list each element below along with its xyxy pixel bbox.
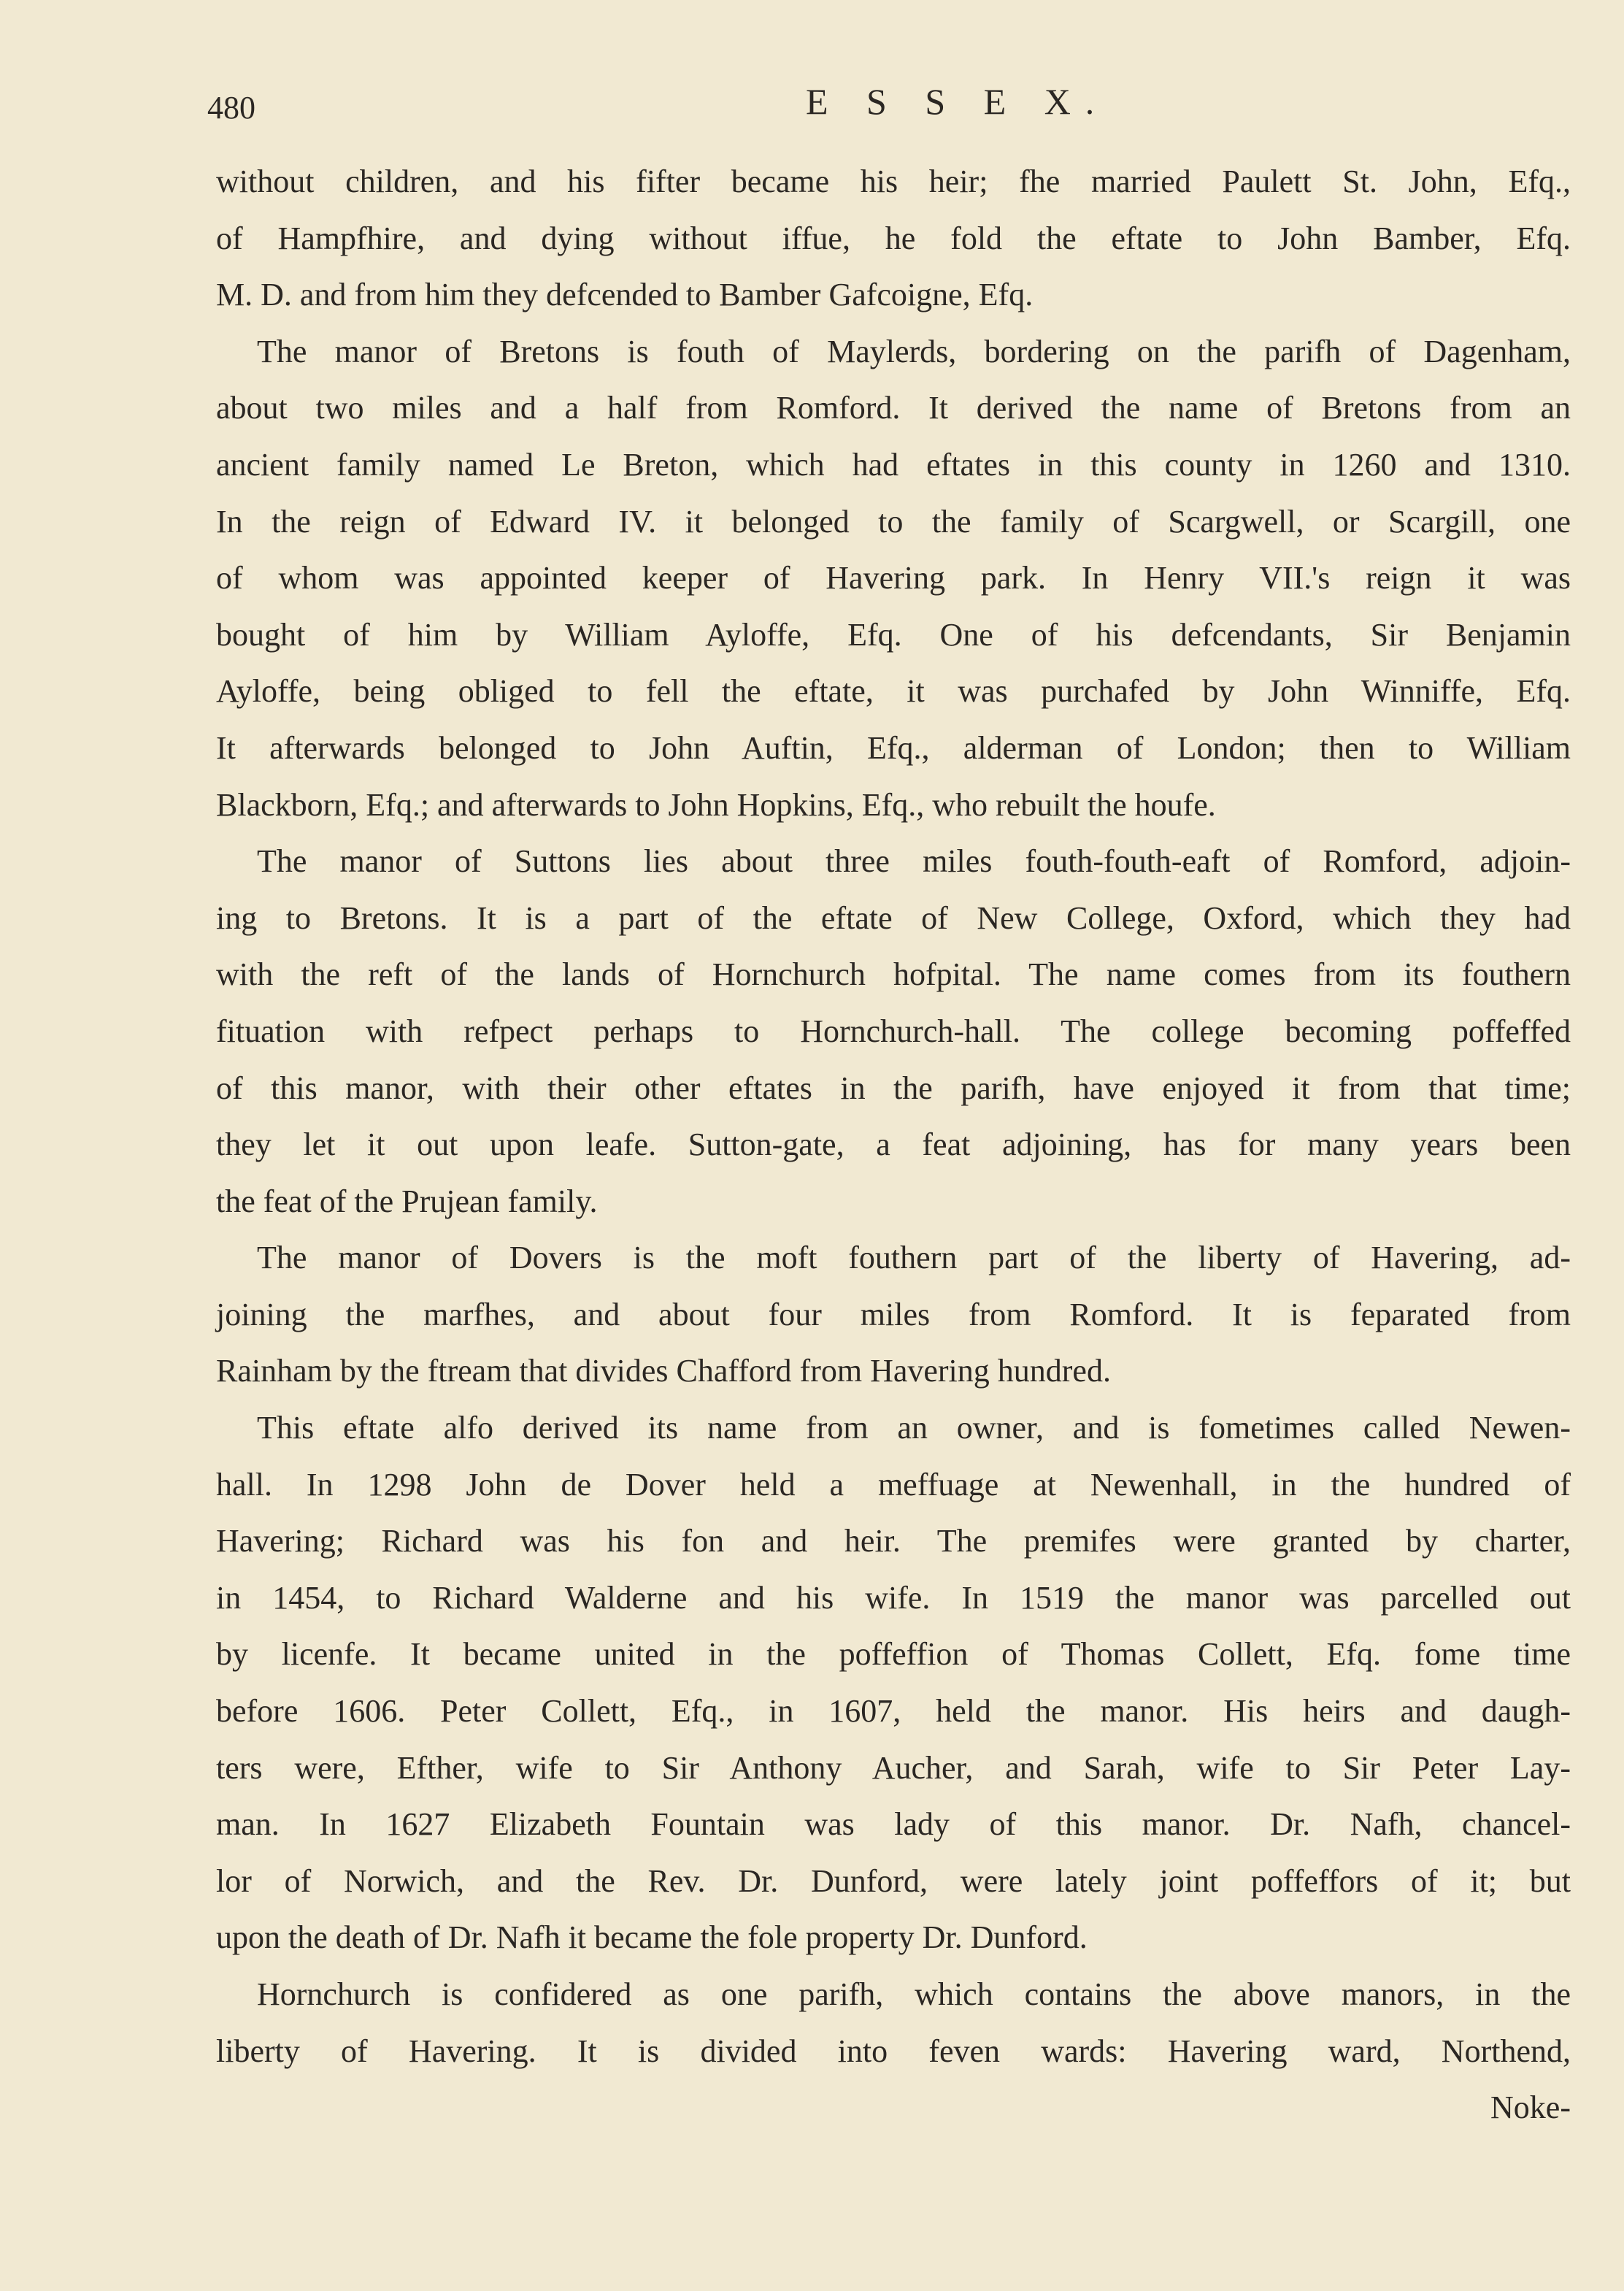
text-line: with the reft of the lands of Hornchurch hofpital. The name comes from its fouthern [216, 956, 1571, 993]
page-number: 480 [207, 90, 255, 126]
text-line: ancient family named Le Breton, which had eftates in this county in 1260 and 1310. [216, 446, 1571, 483]
text-line: upon the death of Dr. Nafh it became the fole property Dr. Dunford. [216, 1919, 1088, 1956]
text-line: Rainham by the ftream that divides Chafford from Havering hundred. [216, 1353, 1111, 1389]
text-line: they let it out upon leafe. Sutton-gate, a feat adjoining, has for many years been [216, 1127, 1571, 1163]
text-line: man. In 1627 Elizabeth Fountain was lady of this manor. Dr. Nafh, chancel- [216, 1806, 1571, 1843]
text-line: The manor of Dovers is the moft fouthern part of the liberty of Havering, ad- [257, 1240, 1571, 1276]
text-line: Noke- [1490, 2089, 1571, 2126]
running-title: E S S E X. [806, 81, 1109, 122]
text-line: Blackborn, Efq.; and afterwards to John Hopkins, Efq., who rebuilt the houfe. [216, 786, 1216, 823]
text-line: fituation with refpect perhaps to Hornchurch-hall. The college becoming poffeffed [216, 1013, 1571, 1049]
text-line: Ayloffe, being obliged to fell the eftate, it was purchafed by John Winniffe, Efq. [216, 673, 1571, 710]
text-line: of whom was appointed keeper of Havering park. In Henry VII.'s reign it was [216, 560, 1571, 596]
text-line: It afterwards belonged to John Auftin, Efq., alderman of London; then to William [216, 729, 1571, 766]
text-line: of this manor, with their other eftates in the parifh, have enjoyed it from that time; [216, 1070, 1571, 1106]
text-line: bought of him by William Ayloffe, Efq. One of his defcendants, Sir Benjamin [216, 616, 1571, 653]
text-line: before 1606. Peter Collett, Efq., in 1607, held the manor. His heirs and daugh- [216, 1693, 1571, 1730]
text-line: about two miles and a half from Romford. It derived the name of Bretons from an [216, 390, 1571, 426]
text-line: joining the marfhes, and about four miles from Romford. It is feparated from [216, 1296, 1571, 1332]
text-line: liberty of Havering. It is divided into feven wards: Havering ward, Northend, [216, 2033, 1571, 2069]
text-line: ters were, Efther, wife to Sir Anthony Aucher, and Sarah, wife to Sir Peter Lay- [216, 1749, 1571, 1786]
text-line: Hornchurch is confidered as one parifh, which contains the above manors, in the [257, 1976, 1571, 2012]
text-line: M. D. and from him they defcended to Bamber Gafcoigne, Efq. [216, 277, 1034, 313]
text-line: hall. In 1298 John de Dover held a meffuage at Newenhall, in the hundred of [216, 1466, 1571, 1503]
body-text [216, 153, 1571, 2136]
text-line: the feat of the Prujean family. [216, 1183, 598, 1219]
text-line: without children, and his fifter became his heir; fhe married Paulett St. John, Efq., [216, 164, 1571, 199]
text-line: In the reign of Edward IV. it belonged to the family of Scargwell, or Scargill, one [216, 503, 1571, 540]
text-line: of Hampfhire, and dying without iffue, he fold the eftate to John Bamber, Efq. [216, 220, 1571, 256]
text-line: The manor of Bretons is fouth of Maylerds, bordering on the parifh of Dagenham, [257, 333, 1571, 369]
text-line: in 1454, to Richard Walderne and his wife. In 1519 the manor was parcelled out [216, 1579, 1571, 1616]
text-line: by licenfe. It became united in the poffeffion of Thomas Collett, Efq. fome time [216, 1636, 1571, 1673]
text-line: This eftate alfo derived its name from an owner, and is fometimes called Newen- [257, 1410, 1571, 1446]
text-line: The manor of Suttons lies about three miles fouth-fouth-eaft of Romford, adjoin- [257, 843, 1571, 880]
text-line: Havering; Richard was his fon and heir. The premifes were granted by charter, [216, 1523, 1571, 1559]
text-line: ing to Bretons. It is a part of the eftate of New College, Oxford, which they had [216, 899, 1571, 936]
text-line: lor of Norwich, and the Rev. Dr. Dunford, were lately joint poffeffors of it; but [216, 1862, 1571, 1899]
